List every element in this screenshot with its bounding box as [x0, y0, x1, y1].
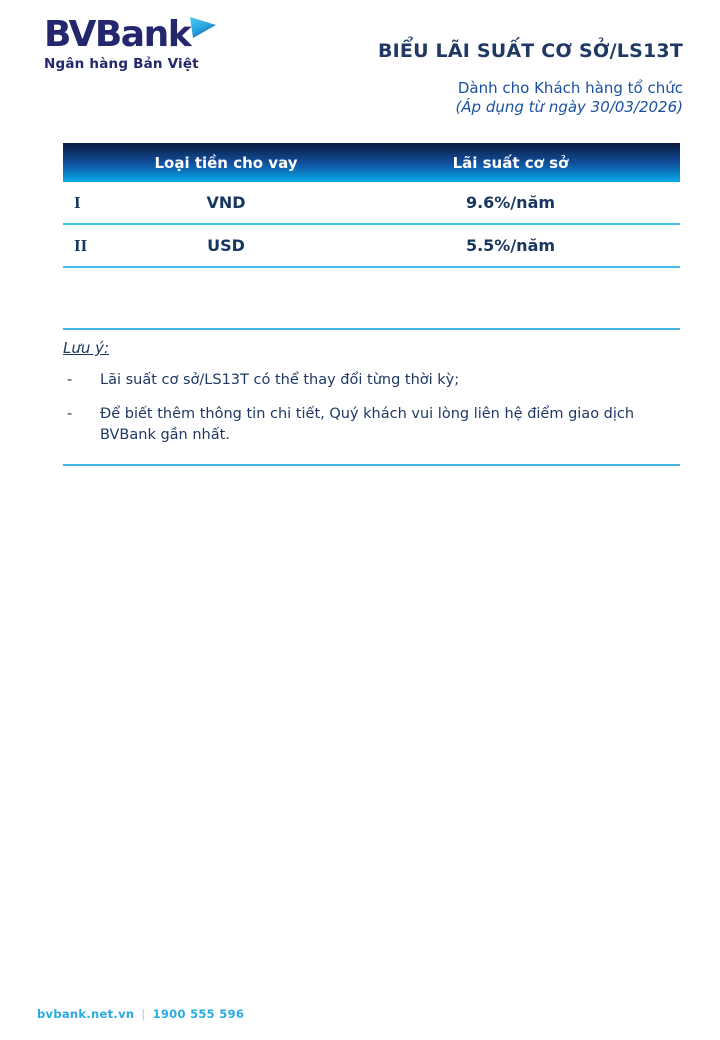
rate-cell: 9.6%/năm — [465, 193, 556, 212]
logo-tagline: Ngân hàng Bản Việt — [44, 56, 199, 72]
currency-cell: USD — [207, 236, 245, 255]
footer-phone: 1900 555 596 — [152, 1007, 245, 1021]
section-divider — [63, 464, 680, 466]
table-row — [63, 182, 680, 225]
bullet-dash: - — [67, 406, 73, 423]
effective-date: (Áp dụng từ ngày 30/03/2026) — [455, 98, 683, 116]
bullet-dash: - — [67, 372, 73, 388]
column-header-currency: Loại tiền cho vay — [154, 153, 298, 172]
list-item — [63, 370, 680, 391]
currency-cell: VND — [206, 193, 246, 212]
note-text: Lãi suất cơ sở/LS13T có thể thay đổi từng thời kỳ; — [100, 372, 460, 388]
page-footer — [37, 1007, 244, 1021]
base-rate-table — [63, 143, 680, 268]
customer-segment-subtitle: Dành cho Khách hàng tổ chức — [457, 79, 683, 97]
notes-section — [63, 328, 680, 446]
title-block — [378, 40, 683, 116]
logo-arrow-icon — [188, 13, 218, 45]
bvbank-logo — [44, 16, 218, 72]
footer-separator: | — [141, 1007, 146, 1021]
row-index: II — [74, 235, 88, 255]
table-header-row — [63, 143, 680, 182]
page-title: BIỂU LÃI SUẤT CƠ SỞ/LS13T — [377, 40, 683, 62]
row-index: I — [74, 192, 81, 212]
footer-website: bvbank.net.vn — [37, 1007, 135, 1021]
table-row — [63, 225, 680, 268]
rate-cell: 5.5%/năm — [465, 236, 556, 255]
list-item — [63, 404, 680, 446]
logo-wordmark: BVBank — [44, 14, 191, 55]
note-text: Để biết thêm thông tin chi tiết, Quý khách vui lòng liên hệ điểm giao dịch BVBank gần nhất. — [100, 406, 635, 444]
column-header-rate: Lãi suất cơ sở — [452, 153, 569, 172]
notes-heading: Lưu ý: — [63, 339, 110, 357]
